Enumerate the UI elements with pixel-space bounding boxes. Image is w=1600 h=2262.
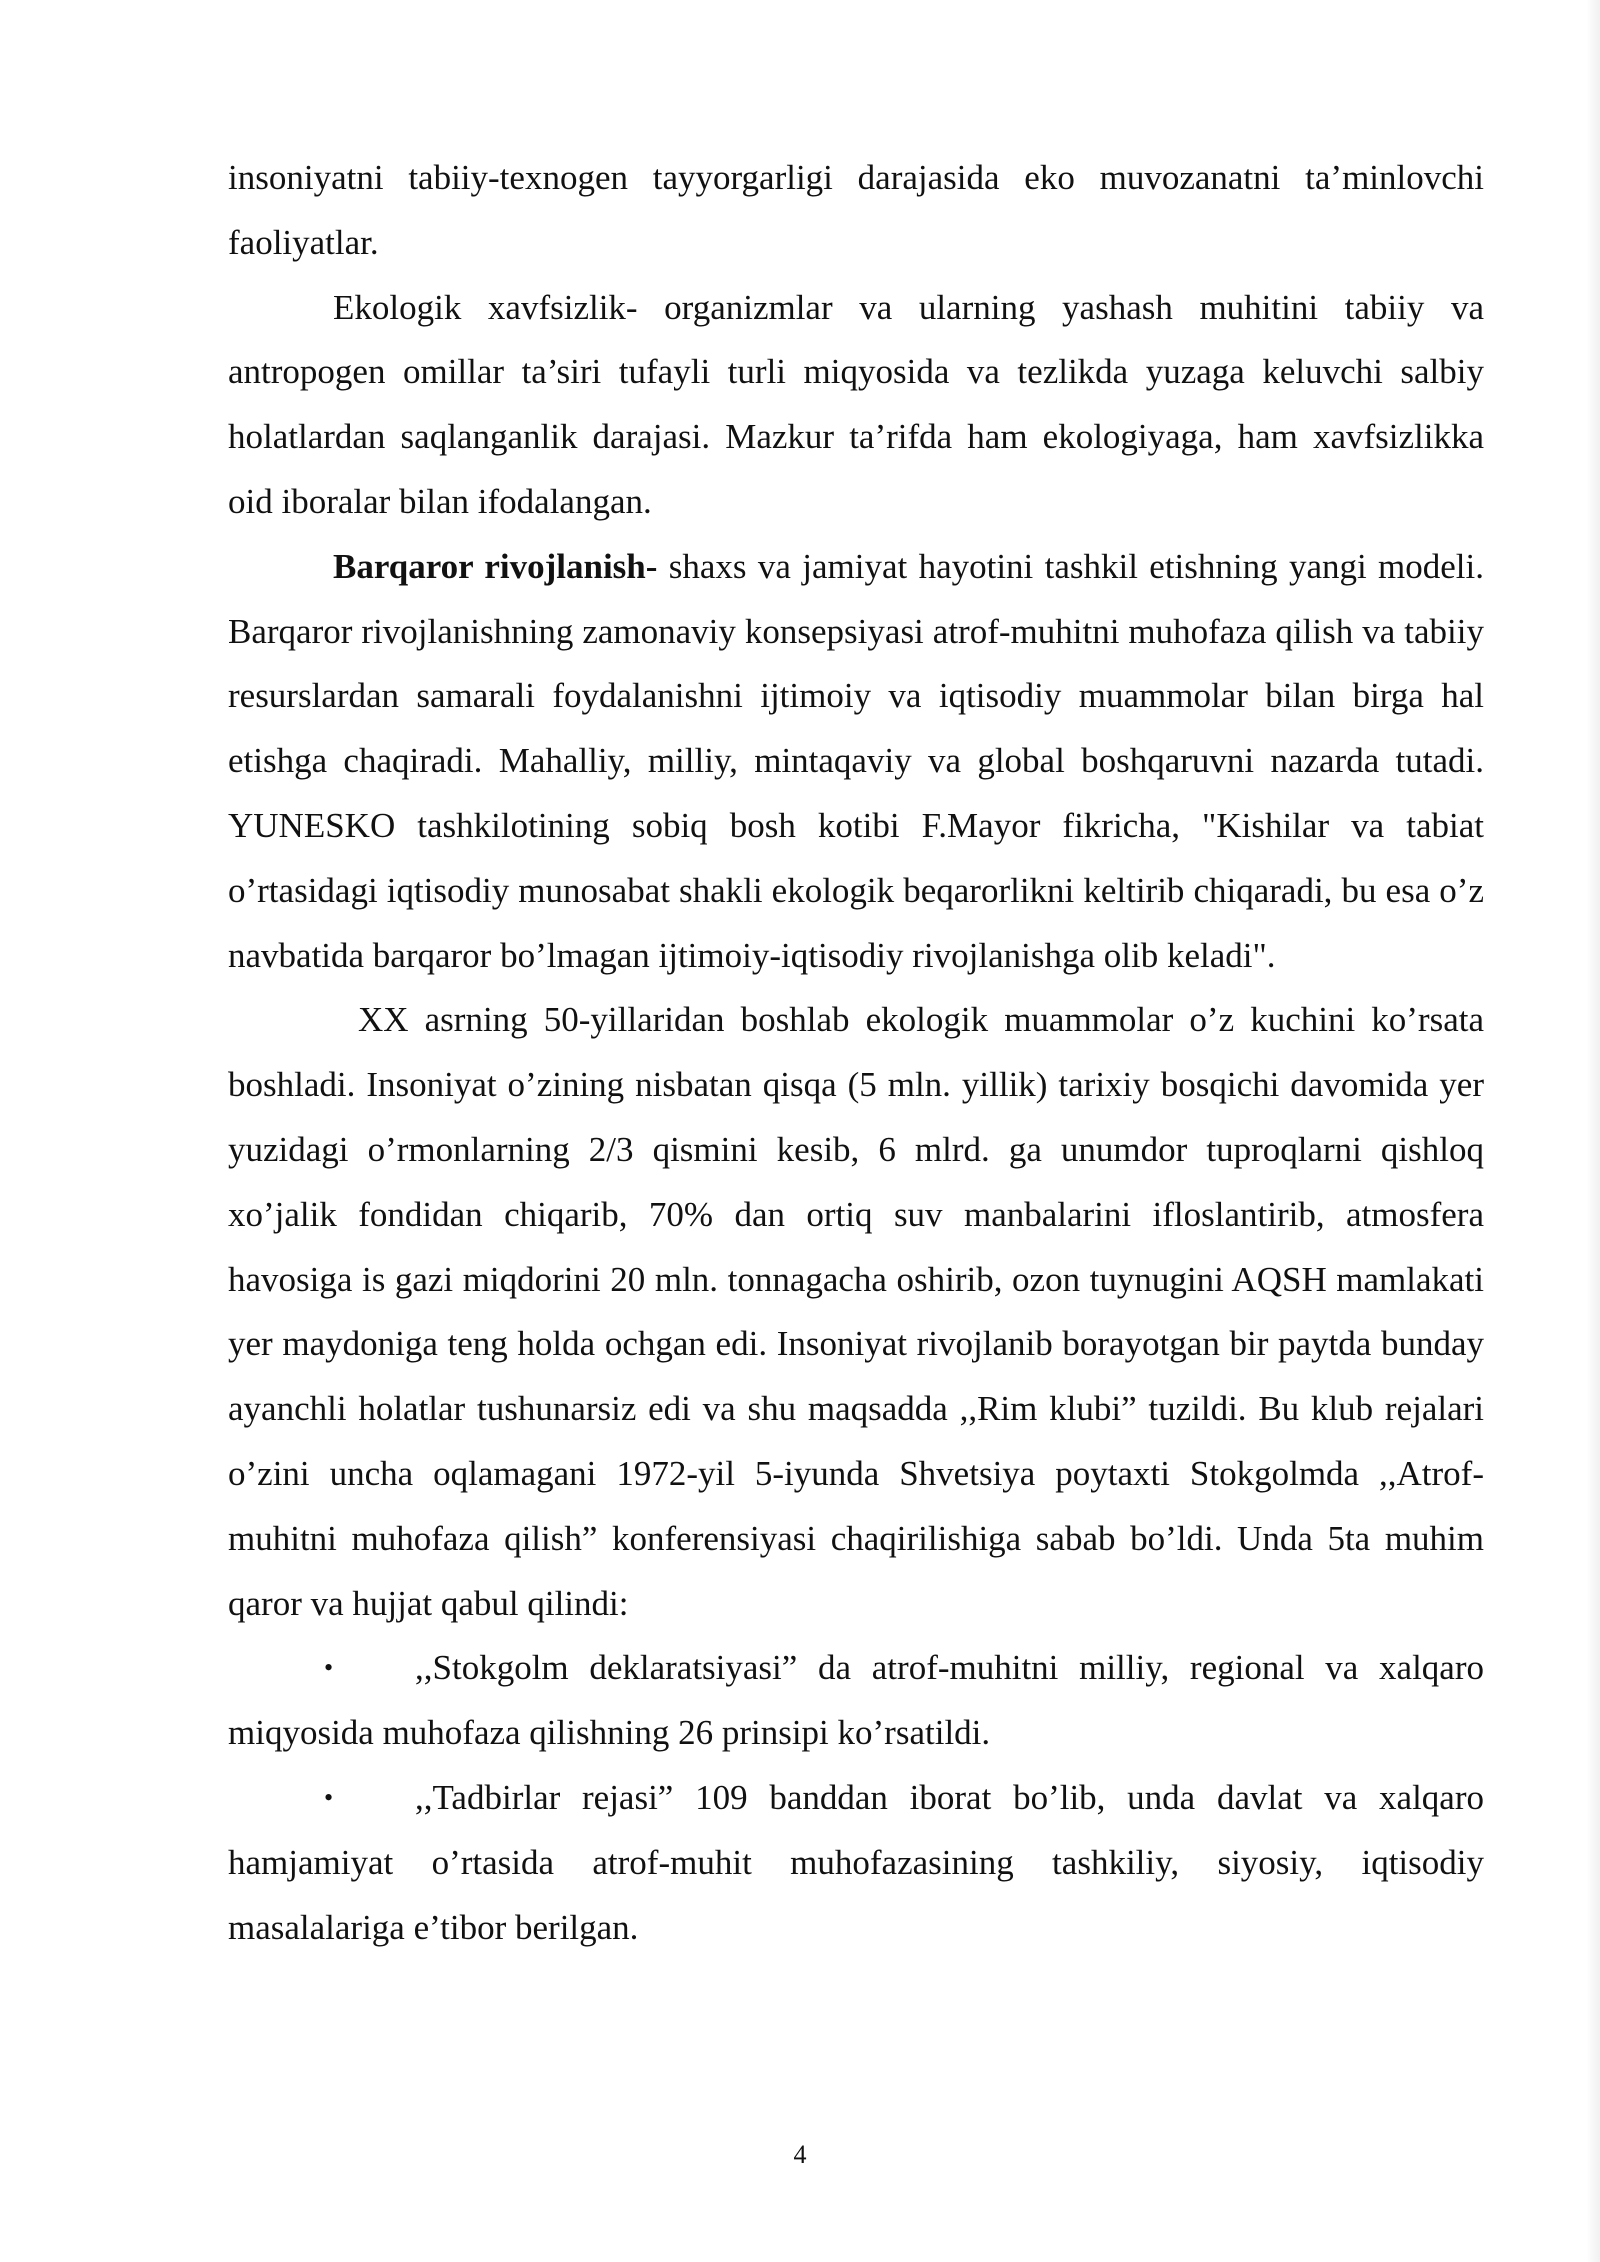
- bullet-marker: •: [324, 1782, 334, 1812]
- bullet-item-stokgolm-deklaratsiyasi: [228, 1636, 1484, 1766]
- page-edge-shadow: [1586, 0, 1600, 2262]
- paragraph-intro-continuation: insoniyatni tabiiy-texnogen tayyorgarligi darajasida eko muvozanatni ta’minlovchi faoliyatlar.: [228, 158, 1484, 262]
- paragraph-barqaror-rivojlanish-text: shaxs va jamiyat hayotini tashkil etishning yangi modeli. Barqaror rivojlanishning zamonaviy konsepsiyasi atrof-muhitni muhofaza qilish va tabiiy resurslardan samarali foydalanishni ijtimoiy va iqtisodiy muammolar bilan birga hal etishga chaqiradi. Mahalliy, milliy, mintaqaviy va global boshqaruvni nazarda tutadi. YUNESKO tashkilotining sobiq bosh kotibi F.Mayor fikricha, "Kishilar va tabiat o’rtasidagi iqtisodiy munosabat shakli ekologik beqarorlikni keltirib chiqaradi, bu esa o’z navbatida barqaror bo’lmagan ijtimoiy-iqtisodiy rivojlanishga olib keladi".: [228, 546, 1485, 975]
- bullet-marker: •: [324, 1653, 334, 1683]
- paragraph-barqaror-rivojlanish: [228, 535, 1484, 989]
- paragraph-xx-asr: XX asrning 50-yillaridan boshlab ekologik muammolar o’z kuchini ko’rsata boshladi. Insoniyat o’zining nisbatan qisqa (5 mln. yillik) tarixiy bosqichi davomida yer yuzidagi o’rmonlarning 2/3 qismini kesib, 6 mlrd. ga unumdor tuproqlarni qishloq xo’jalik fondidan chiqarib, 70% dan ortiq suv manbalarini ifloslantirib, atmosfera havosiga is gazi miqdorini 20 mln. tonnagacha oshirib, ozon tuynugini AQSH mamlakati yer maydoniga teng holda ochgan edi. Insoniyat rivojlanib borayotgan bir paytda bunday ayanchli holatlar tushunarsiz edi va shu maqsadda ,,Rim klubi” tuzildi. Bu klub rejalari o’zini uncha oqlamagani 1972-yil 5-iyunda Shvetsiya poytaxti Stokgolmda ,,Atrof-muhitni muhofaza qilish” konferensiyasi chaqirilishiga sabab bo’ldi. Unda 5ta muhim qaror va hujjat qabul qilindi:: [228, 1000, 1484, 1623]
- page-number: 4: [793, 2140, 807, 2169]
- bullet-item-text: ,,Tadbirlar rejasi” 109 banddan iborat bo’lib, unda davlat va xalqaro hamjamiyat o’rtasida atrof-muhit muhofazasining tashkiliy, siyosiy, iqtisodiy masalalariga e’tibor berilgan.: [228, 1777, 1484, 1947]
- body-text: [228, 146, 1484, 1960]
- paragraph-ekologik-xavfsizlik: Ekologik xavfsizlik- organizmlar va ularning yashash muhitini tabiiy va antropogen omillar ta’siri tufayli turli miqyosida va tezlikda yuzaga keluvchi salbiy holatlardan saqlanganlik darajasi. Mazkur ta’rifda ham ekologiyaga, ham xavfsizlikka oid iboralar bilan ifodalangan.: [228, 287, 1484, 521]
- bullet-item-tadbirlar-rejasi: [228, 1766, 1484, 1960]
- bullet-item-text: ,,Stokgolm deklaratsiyasi” da atrof-muhitni milliy, regional va xalqaro miqyosida muhofaza qilishning 26 prinsipi ko’rsatildi.: [228, 1648, 1484, 1753]
- term-barqaror-rivojlanish: Barqaror rivojlanish-: [333, 546, 658, 586]
